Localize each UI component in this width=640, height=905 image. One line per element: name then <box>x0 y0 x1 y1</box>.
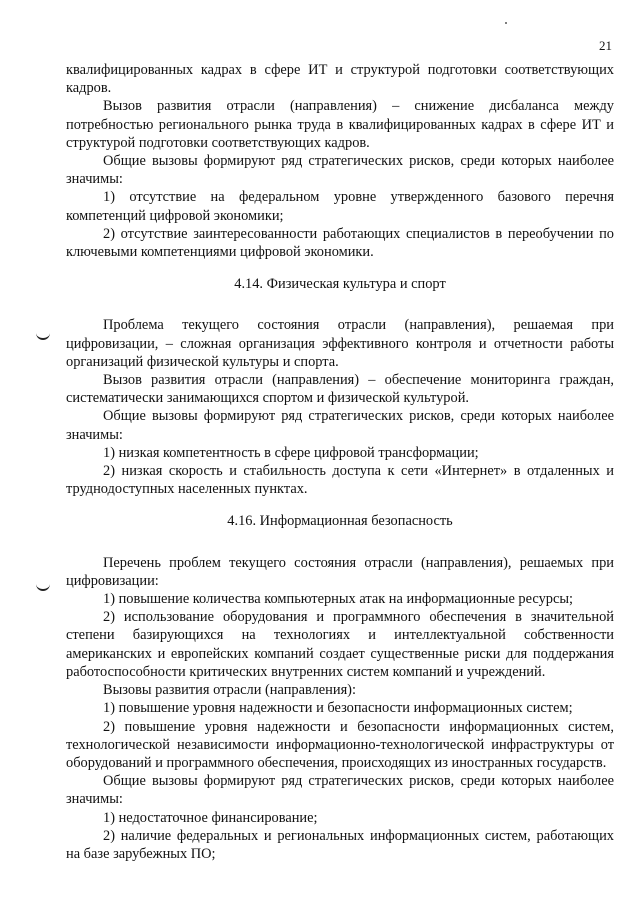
list-item: 2) низкая скорость и стабильность доступа к сети «Интернет» в отдаленных и труднодоступных населенных пунктах. <box>66 463 614 498</box>
list-item: 1) недостаточное финансирование; <box>103 809 318 826</box>
list-item: 2) повышение уровня надежности и безопасности информационных систем, технологической независимости информационно-технологической инфраструктуры от оборудований и программного обеспечения, происходящих из иностранных государств. <box>66 718 614 771</box>
list-item: 1) низкая компетентность в сфере цифровой трансформации; <box>103 444 479 461</box>
list-item: 2) наличие федеральных и региональных информационных систем, работающих на базе зарубежных ПО; <box>66 827 614 862</box>
scan-dot-mark <box>505 22 507 24</box>
margin-pen-mark <box>36 583 50 591</box>
list-item: 2) использование оборудования и программного обеспечения в значительной степени базирующихся на технологиях и интеллектуальной собственности американских и европейских компаний создает существенные риски для поддержания работоспособности критических внутренних систем компаний и учреждений. <box>66 609 614 680</box>
page-number: 21 <box>599 38 612 53</box>
paragraph: Вызовы развития отрасли (направления): <box>103 682 356 699</box>
paragraph: Вызов развития отрасли (направления) – обеспечение мониторинга граждан, систематически занимающихся спортом и физической культурой. <box>66 372 614 407</box>
section-heading: 4.16. Информационная безопасность <box>227 513 453 530</box>
section-heading: 4.14. Физическая культура и спорт <box>234 276 446 293</box>
page-body <box>66 61 614 863</box>
paragraph: Общие вызовы формируют ряд стратегических рисков, среди которых наиболее значимы: <box>66 408 614 443</box>
list-item: 2) отсутствие заинтересованности работающих специалистов в переобучении по ключевыми компетенциями цифровой экономики. <box>66 225 614 261</box>
list-item: 1) отсутствие на федеральном уровне утвержденного базового перечня компетенций цифровой экономики; <box>66 189 614 224</box>
paragraph: Общие вызовы формируют ряд стратегических рисков, среди которых наиболее значимы: <box>66 153 614 188</box>
paragraph: Вызов развития отрасли (направления) – снижение дисбаланса между потребностью регионального рынка труда в квалифицированных кадрах в сфере ИТ и структурой подготовки соответствующих кадров. <box>66 98 614 151</box>
list-item: 1) повышение количества компьютерных атак на информационные ресурсы; <box>103 591 574 608</box>
margin-pen-mark <box>36 332 50 340</box>
list-item: 1) повышение уровня надежности и безопасности информационных систем; <box>103 700 573 717</box>
paragraph: Общие вызовы формируют ряд стратегических рисков, среди которых наиболее значимы: <box>66 773 614 808</box>
paragraph: Проблема текущего состояния отрасли (направления), решаемая при цифровизации, – сложная организация эффективного контроля и отчетности работы организаций физической культуры и спорта. <box>66 317 614 370</box>
paragraph: квалифицированных кадрах в сфере ИТ и структурой подготовки соответствующих кадров. <box>66 62 614 97</box>
paragraph: Перечень проблем текущего состояния отрасли (направления), решаемых при цифровизации: <box>66 554 614 589</box>
